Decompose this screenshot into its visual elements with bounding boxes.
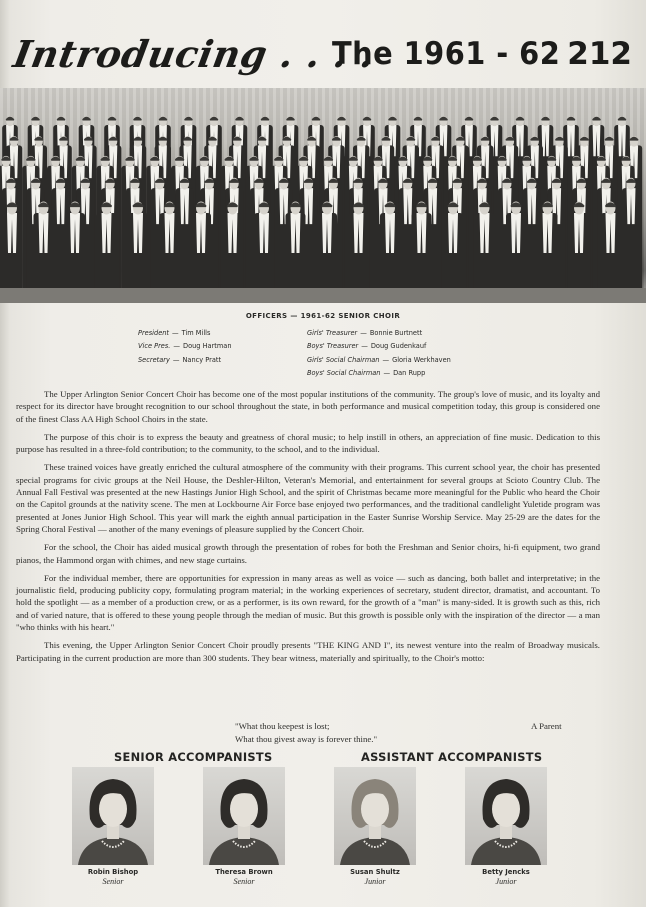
officers-left-column <box>138 329 232 369</box>
officer-dash: — <box>360 329 367 337</box>
officer-name: Bonnie Burtnett <box>369 329 423 337</box>
choir-member <box>34 202 54 297</box>
choir-member <box>601 202 621 297</box>
officers-right-column <box>307 329 451 382</box>
officer-dash: — <box>172 355 180 364</box>
caption-name: Susan Shultz <box>350 868 400 876</box>
portrait-figure <box>72 767 154 865</box>
officer-role: Girls' Treasurer <box>307 329 358 337</box>
officer-row <box>307 369 451 382</box>
portrait-face <box>492 791 520 827</box>
page-header <box>10 30 634 86</box>
choir-member <box>506 202 526 297</box>
paragraph-community: These trained voices have greatly enriched the cultural atmosphere of the community with their programs. This current school year, the choir has presented special programs for civic groups at the Neil House, the Deshler-Hilton, Veteran's Memorial, and entertainment for several groups at Scioto Country Club. The Annual Fall Festival was presented at the new Hastings Junior High School, and the spirit of Christmas became more meaningful for the Public who heard the Choir on the Capitol grounds at the nativity scene. The men at Lockbourne Air Force base enjoyed two performances, and the traditional candlelight Yuletide program was presented at Jones Junior High School. This year will mark the eighth annual participation in the Easter Sunrise Worship Service. May 25-29 are the dates for the Spring Choral Festival — another of the many evenings of pleasure supplied by the Concert Choir. <box>16 462 600 534</box>
choir-member <box>65 202 85 297</box>
paragraph-school: For the school, the Choir has aided musical growth through the presentation of robes for both the Freshman and Senior choirs, hi-fi equipment, two grand pianos, the Hammond organ with chimes, and new stage curtains. <box>16 542 600 565</box>
paragraph-individual: For the individual member, there are opportunities for expression in many areas as well as voice — such as dancing, both ballet and interpretative; in the journalistic field, producing publicity copy, formulating program material; in the working experiences of secretary, student director, dramatist, and accountant. To hold the spotlight — as a member of a production crew, or as a performer, is its own reward, for the growth of a "man" is many-sided. It is growth such as this, rich and of varied nature, that is offered to these young people through the median of music. But this growth is possible only with the inspiration of the director — a man "who thinks with his heart." <box>16 572 600 633</box>
portrait-shoulders <box>471 837 541 865</box>
motto-line-2: What thou givest away is forever thine." <box>235 734 378 744</box>
caption-name: Theresa Brown <box>215 868 273 876</box>
officer-row <box>307 329 451 342</box>
choir-member <box>380 202 400 297</box>
portrait-face <box>361 791 389 827</box>
choir-member <box>475 202 495 297</box>
choir-member <box>191 202 211 297</box>
portrait-theresa-brown <box>203 767 285 865</box>
senior-accompanists-title: SENIOR ACCOMPANISTS <box>114 750 273 764</box>
caption-class: Senior <box>233 877 255 886</box>
choir-member <box>128 202 148 297</box>
choir-member <box>569 202 589 297</box>
choir-member <box>160 202 180 297</box>
portrait-shoulders <box>209 837 279 865</box>
motto-attribution: A Parent <box>531 721 562 731</box>
portrait-figure <box>203 767 285 865</box>
officer-role: Boys' Social Chairman <box>307 368 381 377</box>
officer-role: Boys' Treasurer <box>307 342 359 351</box>
paragraph-this-evening: This evening, the Upper Arlington Senior Concert Choir proudly presents "THE KING AND I", its newest venture into the realm of Broadway musicals. Participating in the current production are more than 300 students. They bear witness, materially and spiritually, to the Choir's motto: <box>16 640 600 663</box>
portrait-shoulders <box>78 837 148 865</box>
assistant-accompanists-title: ASSISTANT ACCOMPANISTS <box>361 750 543 764</box>
officer-dash: — <box>383 368 391 377</box>
intro-script-heading: Introducing . . . . <box>10 32 379 76</box>
officers-title: OFFICERS — 1961-62 SENIOR CHOIR <box>245 312 401 320</box>
portrait-figure <box>334 767 416 865</box>
motto-line-1: "What thou keepest is lost; <box>235 721 330 731</box>
paragraph-purpose: The purpose of this choir is to express the beauty and greatness of choral music; to help instill in others, an appreciation of fine music. Dedication to this purpose has resulted in a three-fold contribution; to the community, to the school, and to the individual. <box>16 431 600 455</box>
choir-member <box>412 202 432 297</box>
caption-class: Senior <box>102 877 124 886</box>
officer-dash: — <box>382 355 390 364</box>
portrait-betty-jencks <box>465 767 547 865</box>
caption-name: Robin Bishop <box>87 868 139 876</box>
caption-theresa-brown <box>199 868 289 886</box>
officer-dash: — <box>173 342 180 351</box>
caption-class: Junior <box>495 877 517 886</box>
choir-member <box>317 202 337 297</box>
year-title: The 1961 - 62 <box>332 36 561 72</box>
officer-name: Dan Rupp <box>393 368 426 377</box>
caption-betty-jencks <box>461 868 551 886</box>
choir-member <box>443 202 463 297</box>
choir-member <box>254 202 274 297</box>
officer-role: Vice Pres. <box>138 342 171 351</box>
officer-row <box>138 329 232 342</box>
choir-member <box>97 202 117 297</box>
officer-name: Doug Gudenkauf <box>370 342 427 351</box>
page-number: 212 <box>567 36 632 72</box>
choir-member <box>286 202 306 297</box>
choir-member <box>538 202 558 297</box>
officer-name: Doug Hartman <box>183 342 232 351</box>
officer-row <box>138 356 232 369</box>
choir-group-photo <box>0 88 646 303</box>
portrait-shoulders <box>340 837 410 865</box>
caption-class: Junior <box>364 877 386 886</box>
paragraph-intro: The Upper Arlington Senior Concert Choir has become one of the most popular institutions of the community. The group's love of music, and its loyalty and respect for its director have brought recognition to our school throughout the state, in both performance and musical competition today, this group is considered one of the finest Class AA High School Choirs in the state. <box>16 389 600 424</box>
choir-member <box>2 202 22 297</box>
officer-role: Secretary <box>138 355 170 364</box>
portrait-face <box>99 791 127 827</box>
officer-row <box>307 342 451 355</box>
caption-name: Betty Jencks <box>482 868 530 876</box>
choir-member <box>349 202 369 297</box>
choir-photo-floor <box>0 288 646 303</box>
caption-robin-bishop <box>68 868 158 886</box>
portrait-robin-bishop <box>72 767 154 865</box>
portrait-face <box>230 791 258 827</box>
officer-row <box>307 356 451 369</box>
officer-dash: — <box>172 329 179 337</box>
officer-name: Nancy Pratt <box>182 355 222 364</box>
officer-role: President <box>138 329 170 337</box>
choir-photo-figures <box>0 88 646 303</box>
officer-dash: — <box>361 342 368 351</box>
officer-name: Tim Mills <box>181 329 211 337</box>
choir-member <box>223 202 243 297</box>
portrait-figure <box>465 767 547 865</box>
portrait-susan-shultz <box>334 767 416 865</box>
officer-name: Gloria Werkhaven <box>392 355 451 364</box>
caption-susan-shultz <box>330 868 420 886</box>
officer-row <box>138 342 232 355</box>
motto-quote <box>235 720 377 746</box>
choir-member <box>622 178 640 296</box>
officer-role: Girls' Social Chairman <box>307 355 380 364</box>
article-body <box>16 388 600 670</box>
